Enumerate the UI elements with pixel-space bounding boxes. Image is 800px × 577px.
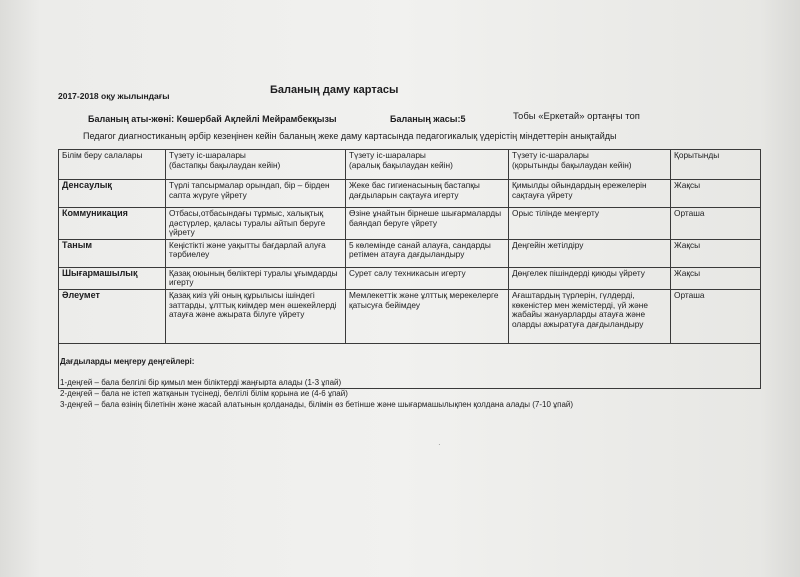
- page-title: Баланың даму картасы: [270, 84, 399, 96]
- domain-cell: Әлеумет: [59, 289, 166, 343]
- initial-cell: Қазақ киіз үйі оның құрылысы ішіндегі заттарды, ұлттық киімдер мен әшекейлерді атауға және ажырата білуге үйрету: [166, 289, 346, 343]
- academic-year: 2017-2018 оқу жылындағы: [58, 91, 170, 101]
- skill-levels: [60, 356, 758, 410]
- child-name: Баланың аты-жөні: Көшербай Ақлейлі Мейрамбекқызы: [88, 114, 337, 124]
- scan-speck: ·: [438, 440, 441, 449]
- table-row: [59, 289, 761, 343]
- intro-text: Педагог диагностиканың әрбір кезеңінен кейін баланың жеке даму картасында педагогикалық үдерістің міндеттерін анықтайды: [83, 131, 617, 141]
- column-header-result: Қорытынды: [671, 150, 761, 180]
- final-cell: Ағаштардың түрлерін, гүлдерді, көкеністер мен жемістерді, үй және жабайы жануарларды атауға және оларды ажыратуға дағдыландыру: [509, 289, 671, 343]
- interim-cell: Жеке бас гигиенасының бастапқы дағдыларын сақтауға игерту: [346, 180, 509, 208]
- final-cell: Қимылды ойындардың ережелерін сақтауға үйрету: [509, 180, 671, 208]
- result-cell: Жақсы: [671, 180, 761, 208]
- column-header-interim: Түзету іс-шаралары (аралық бақылаудан кейін): [346, 150, 509, 180]
- interim-cell: Мемлекеттік және ұлттық мерекелерге қатысуға бейімдеу: [346, 289, 509, 343]
- interim-cell: 5 көлемінде санай алауға, сандарды ретімен атауға дағдыландыру: [346, 239, 509, 267]
- initial-cell: Түрлі тапсырмалар орындап, бір – бірден сапта жүруге үйрету: [166, 180, 346, 208]
- table-row: [59, 239, 761, 267]
- initial-cell: Қазақ оюының бөліктері туралы ұғымдарды игерту: [166, 267, 346, 289]
- result-cell: Жақсы: [671, 239, 761, 267]
- table-row: [59, 267, 761, 289]
- column-header-initial: Түзету іс-шаралары (бастапқы бақылаудан кейін): [166, 150, 346, 180]
- level-item: 3-деңгей – бала өзінің білетінін және жасай алатынын қолданады, білімін өз бетінше және шығармашылықпен қолдана алады (7-10 ұпай): [60, 400, 574, 409]
- result-cell: Орташа: [671, 289, 761, 343]
- domain-cell: Коммуникация: [59, 208, 166, 240]
- child-age: Баланың жасы:5: [390, 114, 466, 124]
- interim-cell: Өзіне ұнайтын бірнеше шығармаларды баяндап беруге үйрету: [346, 208, 509, 240]
- result-cell: Орташа: [671, 208, 761, 240]
- column-header-domain: Білім беру салалары: [59, 150, 166, 180]
- initial-cell: Кеңістікті және уақытты бағдарлай алуға тәрбиелеу: [166, 239, 346, 267]
- domain-cell: Таным: [59, 239, 166, 267]
- table-row: [59, 180, 761, 208]
- domain-cell: Шығармашылық: [59, 267, 166, 289]
- level-item: 1-деңгей – бала белгілі бір қимыл мен біліктерді жаңғырта алады (1-3 ұпай): [60, 378, 342, 387]
- development-table: [58, 149, 761, 389]
- level-item: 2-деңгей – бала не істеп жатқанын түсінеді, белгілі білім қорына ие (4-6 ұпай): [60, 389, 348, 398]
- final-cell: Деңгейін жетілдіру: [509, 239, 671, 267]
- levels-heading: Дағдыларды меңгеру деңгейлері:: [60, 357, 195, 366]
- initial-cell: Отбасы,отбасындағы тұрмыс, халықтық дәстүрлер, қаласы туралы айтып беруге үйрету: [166, 208, 346, 240]
- final-cell: Дөңгелек пішіндерді қиюды үйрету: [509, 267, 671, 289]
- interim-cell: Сурет салу техникасын игерту: [346, 267, 509, 289]
- column-header-final: Түзету іс-шаралары (қорытынды бақылаудан кейін): [509, 150, 671, 180]
- table-row: [59, 208, 761, 240]
- group-name: Тобы «Еркетай» ортаңғы топ: [513, 111, 640, 122]
- result-cell: Жақсы: [671, 267, 761, 289]
- final-cell: Орыс тілінде меңгерту: [509, 208, 671, 240]
- domain-cell: Денсаулық: [59, 180, 166, 208]
- table-header-row: [59, 150, 761, 180]
